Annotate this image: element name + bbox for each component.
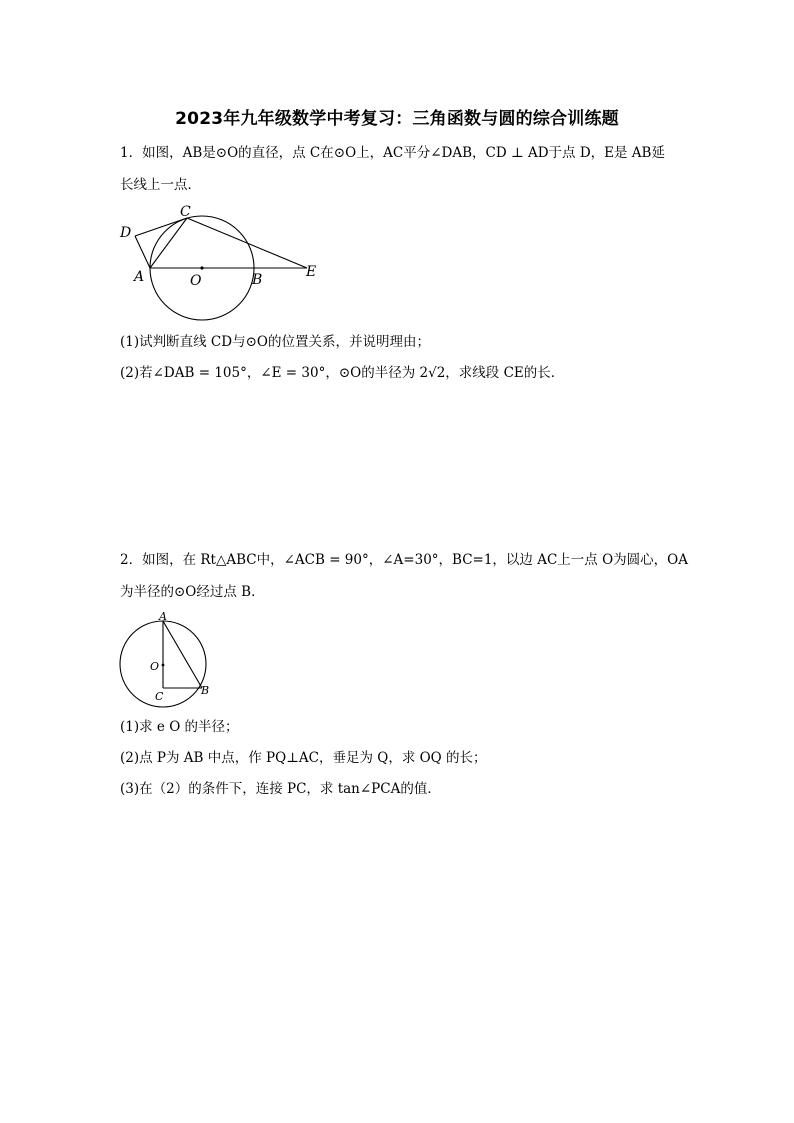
q2-center-dot — [162, 664, 165, 667]
q2-part2: (2)点 P为 AB 中点，作 PQ⊥AC，垂足为 Q，求 OQ 的长； — [120, 750, 487, 766]
q1-label-o: O — [190, 273, 202, 289]
q1-label-a: A — [134, 269, 145, 285]
q2-stem-line2: 为半径的⊙O经过点 B． — [120, 584, 265, 600]
q1-line-dc — [135, 218, 187, 236]
q1-part2: (2)若∠DAB = 105°，∠E = 30°，⊙O的半径为 2√2，求线段 CE的长． — [120, 365, 565, 381]
q1-center-dot — [200, 266, 203, 269]
q2-label-b: B — [201, 684, 210, 697]
document-title: 2023年九年级数学中考复习：三角函数与圆的综合训练题 — [175, 109, 619, 129]
q2-line-ab — [163, 621, 202, 688]
q2-label-o: O — [150, 660, 160, 673]
q2-part1: (1)求 e O 的半径； — [120, 719, 239, 735]
q1-label-e: E — [306, 264, 317, 280]
q1-label-d: D — [120, 225, 132, 241]
q2-label-c: C — [155, 690, 164, 703]
q1-figure — [115, 200, 330, 325]
q1-stem-line1: 1．如图，AB是⊙O的直径，点 C在⊙O上，AC平分∠DAB，CD ⊥ AD于点 D，E是 AB延 — [120, 145, 665, 161]
q2-figure — [115, 608, 215, 710]
q1-label-c: C — [180, 204, 191, 220]
q1-label-b: B — [252, 272, 263, 288]
q2-label-a: A — [159, 610, 167, 623]
q1-line-ac — [150, 218, 187, 268]
q1-stem-line2: 长线上一点． — [120, 177, 201, 193]
q1-line-ce — [187, 218, 307, 268]
q2-stem-line1: 2．如图，在 Rt△ABC中，∠ACB = 90°，∠A=30°，BC=1，以边 AC上一点 O为圆心，OA — [120, 552, 688, 568]
q1-line-da — [135, 236, 150, 268]
q1-part1: (1)试判断直线 CD与⊙O的位置关系，并说明理由； — [120, 334, 430, 350]
q2-part3: (3)在（2）的条件下，连接 PC，求 tan∠PCA的值． — [120, 781, 441, 797]
